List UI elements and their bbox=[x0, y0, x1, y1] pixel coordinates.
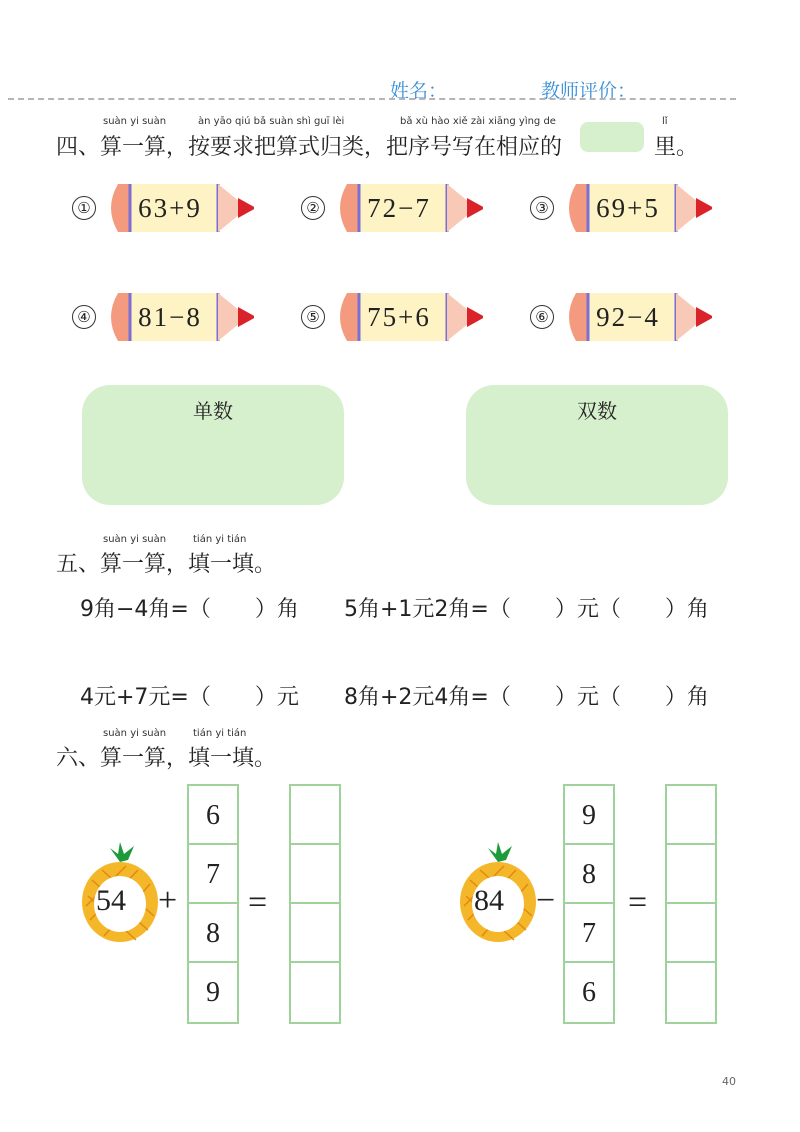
right-operand-4: 6 bbox=[582, 977, 596, 1008]
right-operand-3: 7 bbox=[565, 904, 613, 963]
section-5-number: 五、 bbox=[56, 552, 101, 577]
item-4-expression: 81−8 bbox=[138, 302, 202, 332]
pinyin-suan-yi-suan: suàn yi suàn bbox=[103, 728, 167, 739]
item-6-expression: 92−4 bbox=[596, 302, 660, 332]
money-equation-2: 5角+1元2角=（ ）元（ ）角 bbox=[344, 597, 709, 622]
item-1-number: ① bbox=[72, 196, 96, 220]
left-answer-column bbox=[289, 784, 341, 1024]
left-operand-3: 8 bbox=[189, 904, 237, 963]
left-operand-column bbox=[187, 784, 239, 1024]
money-equation-1: 9角−4角=（ ）角 bbox=[80, 597, 299, 622]
left-answer-2[interactable] bbox=[291, 845, 339, 904]
item-4-number: ④ bbox=[72, 305, 96, 329]
right-answer-3[interactable] bbox=[667, 904, 715, 963]
right-base-number: 84 bbox=[474, 884, 504, 917]
even-label: 双数 bbox=[577, 399, 617, 423]
right-answer-column bbox=[665, 784, 717, 1024]
left-base-number: 54 bbox=[96, 884, 126, 917]
right-answer-4[interactable] bbox=[667, 963, 715, 1022]
item-5-number: ⑤ bbox=[301, 305, 325, 329]
right-operand-1: 9 bbox=[565, 786, 613, 845]
pinyin-group-2: àn yāo qiú bǎ suàn shì guī lèi bbox=[198, 116, 345, 127]
item-2-number: ② bbox=[301, 196, 325, 220]
money-equation-3: 4元+7元=（ ）元 bbox=[80, 685, 299, 710]
item-3-number: ③ bbox=[530, 196, 554, 220]
money-equation-4: 8角+2元4角=（ ）元（ ）角 bbox=[344, 685, 709, 710]
right-equals: = bbox=[628, 884, 648, 921]
section-4-title-end: 里。 bbox=[654, 135, 699, 160]
odd-answer-box[interactable] bbox=[82, 385, 344, 505]
teacher-evaluation-label: 教师评价： bbox=[541, 80, 637, 102]
section-6-title: 算一算，填一填。 bbox=[100, 746, 277, 771]
item-6-number: ⑥ bbox=[530, 305, 554, 329]
item-3-expression: 69+5 bbox=[596, 193, 660, 223]
answer-slot-sample bbox=[580, 122, 644, 152]
right-answer-1[interactable] bbox=[667, 786, 715, 845]
pinyin-tian-yi-tian: tián yi tián bbox=[193, 534, 247, 545]
pinyin-group-3: bǎ xù hào xiě zài xiāng yìng de bbox=[400, 116, 556, 127]
left-operand-2: 7 bbox=[189, 845, 237, 904]
left-answer-4[interactable] bbox=[291, 963, 339, 1022]
item-2-expression: 72−7 bbox=[367, 193, 431, 223]
item-1-expression: 63+9 bbox=[138, 193, 202, 223]
item-5-expression: 75+6 bbox=[367, 302, 431, 332]
left-answer-1[interactable] bbox=[291, 786, 339, 845]
left-operator: + bbox=[158, 882, 178, 919]
pinyin-suan-yi-suan: suàn yi suàn bbox=[103, 116, 167, 127]
left-operand-4: 9 bbox=[206, 977, 220, 1008]
page-number: 40 bbox=[722, 1075, 736, 1088]
even-answer-box[interactable] bbox=[466, 385, 728, 505]
right-operand-column bbox=[563, 784, 615, 1024]
left-operand-1: 6 bbox=[189, 786, 237, 845]
right-answer-2[interactable] bbox=[667, 845, 715, 904]
odd-label: 单数 bbox=[193, 399, 233, 423]
pinyin-suan-yi-suan: suàn yi suàn bbox=[103, 534, 167, 545]
left-answer-3[interactable] bbox=[291, 904, 339, 963]
right-operand-2: 8 bbox=[565, 845, 613, 904]
name-label: 姓名： bbox=[390, 80, 448, 102]
header-divider bbox=[8, 98, 736, 100]
left-equals: = bbox=[248, 884, 268, 921]
section-5-title: 算一算，填一填。 bbox=[100, 552, 277, 577]
pinyin-li: lǐ bbox=[662, 116, 668, 127]
section-4-title: 算一算，按要求把算式归类，把序号写在相应的 bbox=[100, 135, 563, 160]
section-4-number: 四、 bbox=[56, 135, 101, 160]
pinyin-tian-yi-tian: tián yi tián bbox=[193, 728, 247, 739]
section-6-number: 六、 bbox=[56, 746, 101, 771]
right-operator: − bbox=[536, 882, 556, 919]
